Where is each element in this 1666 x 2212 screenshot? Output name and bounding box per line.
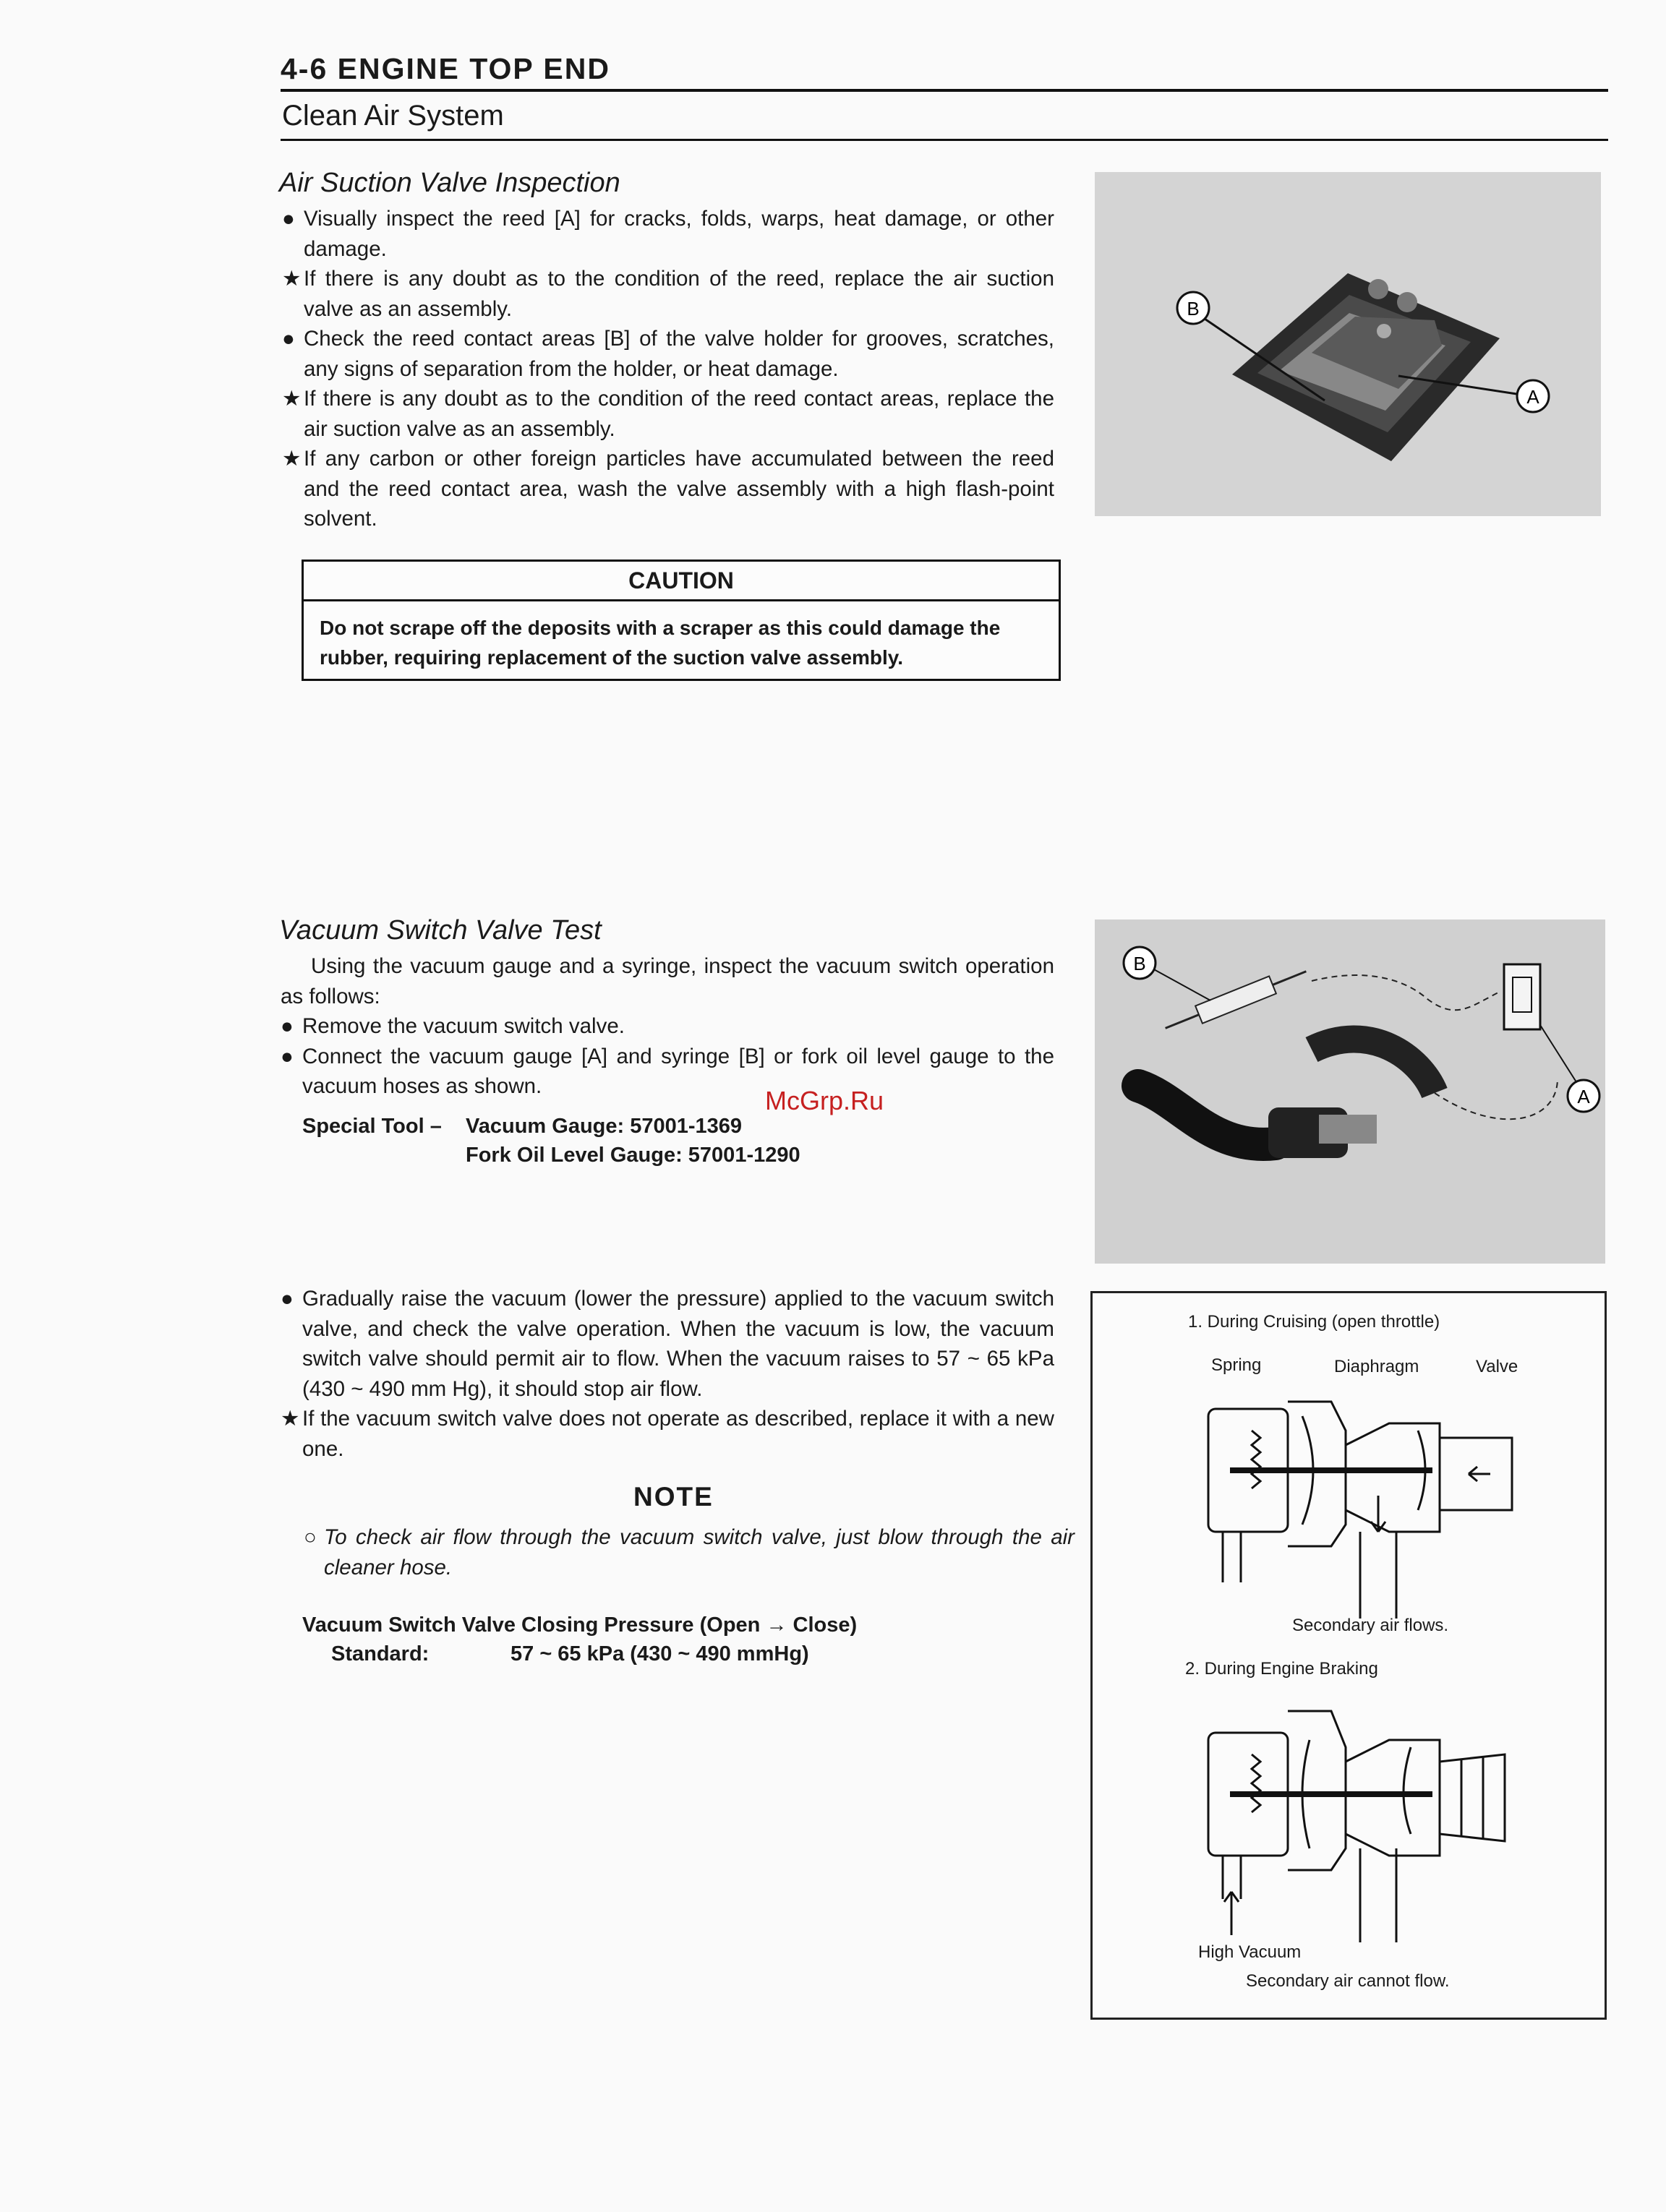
figure-caption-cannot-flow: Secondary air cannot flow. <box>1246 1971 1450 1991</box>
list-item: ● Remove the vacuum switch valve. <box>281 1014 625 1038</box>
list-item: ★ If the vacuum switch valve does not operate as described, replace it with a new one. <box>281 1407 1054 1461</box>
valve-braking-diagram <box>1201 1704 1519 1950</box>
special-tool-2: Fork Oil Level Gauge: 57001-1290 <box>466 1144 800 1167</box>
figure-label-spring: Spring <box>1211 1355 1262 1375</box>
figure-title-cruising: 1. During Cruising (open throttle) <box>1188 1312 1440 1332</box>
vacuum-test-steps <box>281 1284 1054 1464</box>
air-suction-heading: Air Suction Valve Inspection <box>279 168 620 198</box>
figure-title-braking: 2. During Engine Braking <box>1185 1659 1378 1679</box>
figure-label-valve: Valve <box>1476 1357 1518 1376</box>
photo1-label-a: A <box>1526 386 1539 408</box>
list-item: ● Visually inspect the reed [A] for cracks, folds, warps, heat damage, or other damage. <box>282 207 1054 261</box>
list-item: ● Gradually raise the vacuum (lower the pressure) applied to the vacuum switch valve, and check the valve operation. When the vacuum is low, the vacuum switch valve should permit air to flow. When the vacuum raises to 57 ~ 65 kPa (430 ~ 490 mm Hg), it should stop air flow. <box>281 1287 1054 1401</box>
air-suction-list <box>282 204 1054 534</box>
vacuum-test-intro: Using the vacuum gauge and a syringe, inspect the vacuum switch operation as follows: <box>281 954 1054 1008</box>
vacuum-test-section <box>281 951 1054 1102</box>
spec-value: 57 ~ 65 kPa (430 ~ 490 mmHg) <box>511 1642 809 1666</box>
header-rule <box>281 89 1608 92</box>
list-item: ★ If there is any doubt as to the condition of the reed, replace the air suction valve as an assembly. <box>282 267 1054 321</box>
list-item: ● Connect the vacuum gauge [A] and syringe [B] or fork oil level gauge to the vacuum hoses as shown. <box>281 1044 1054 1098</box>
photo2-label-a: A <box>1577 1086 1590 1107</box>
note-title: NOTE <box>633 1482 714 1512</box>
note-text: ○ To check air flow through the vacuum switch valve, just blow through the air cleaner hose. <box>304 1525 1075 1579</box>
figure-caption-flows: Secondary air flows. <box>1292 1616 1449 1635</box>
photo2-label-b: B <box>1133 953 1146 974</box>
figure-label-diaphragm: Diaphragm <box>1334 1357 1419 1376</box>
valve-cruising-diagram <box>1201 1380 1519 1626</box>
caution-text: Do not scrape off the deposits with a scraper as this could damage the rubber, requiring replacement of the suction valve assembly. <box>320 617 1001 669</box>
caution-title: CAUTION <box>304 562 1059 601</box>
watermark: McGrp.Ru <box>765 1086 884 1115</box>
spec-label: Standard: <box>331 1642 430 1666</box>
vacuum-test-photo <box>1095 919 1605 1264</box>
special-tool-1: Vacuum Gauge: 57001-1369 <box>466 1115 743 1138</box>
caution-box <box>302 560 1061 681</box>
subheader-rule <box>281 139 1608 141</box>
photo1-label-b: B <box>1187 298 1200 320</box>
list-item: ● Check the reed contact areas [B] of the valve holder for grooves, scratches, any signs of separation from the holder, or heat damage. <box>282 327 1054 381</box>
list-item: ★ If there is any doubt as to the condition of the reed contact areas, replace the air suction valve as an assembly. <box>282 387 1054 441</box>
reed-valve-illustration <box>1095 172 1601 516</box>
page-subsection-title: Clean Air System <box>282 100 504 132</box>
vacuum-test-illustration <box>1095 919 1605 1264</box>
spec-title: Vacuum Switch Valve Closing Pressure (Open → Close) <box>302 1613 858 1637</box>
air-suction-valve-photo <box>1095 172 1601 516</box>
page-section-title: 4-6 ENGINE TOP END <box>281 52 610 85</box>
figure-label-high-vacuum: High Vacuum <box>1198 1942 1302 1962</box>
special-tool-label: Special Tool – <box>302 1115 442 1138</box>
vacuum-switch-figure <box>1090 1291 1607 2020</box>
list-item: ★ If any carbon or other foreign particles have accumulated between the reed and the reed contact area, wash the valve assembly with a high flash-point solvent. <box>282 447 1054 531</box>
vacuum-test-heading: Vacuum Switch Valve Test <box>279 915 602 946</box>
